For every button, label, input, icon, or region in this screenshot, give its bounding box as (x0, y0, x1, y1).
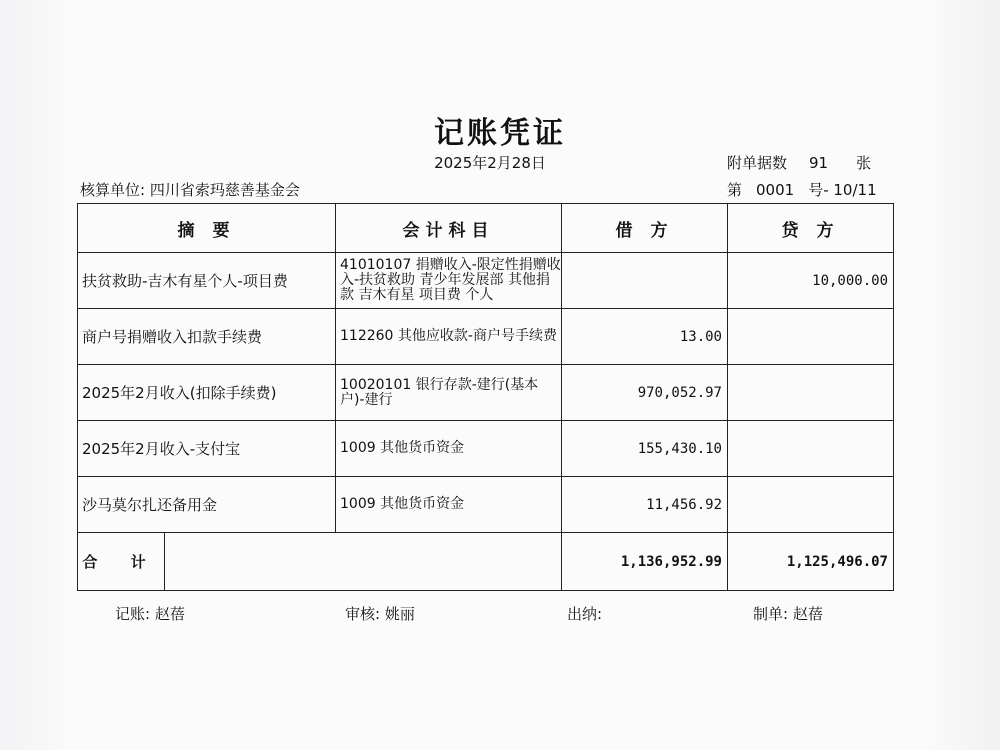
voucher-date: 2025年2月28日 (434, 154, 546, 172)
preparer-signature: 制单: 赵蓓 (753, 605, 823, 623)
row-account: 112260 其他应收款-商户号手续费 (336, 309, 562, 365)
voucher-table (77, 203, 894, 591)
row-credit (728, 421, 894, 477)
table-row (78, 365, 894, 421)
total-credit: 1,125,496.07 (728, 533, 894, 591)
attachment-count (727, 152, 871, 173)
row-credit: 10,000.00 (728, 253, 894, 309)
table-row (78, 477, 894, 533)
attachment-unit: 张 (856, 154, 872, 172)
accounting-unit-name: 四川省索玛慈善基金会 (149, 181, 300, 199)
attachment-number: 91 (809, 154, 829, 172)
table-header-row (78, 204, 894, 253)
total-label: 合 计 (78, 533, 165, 590)
row-credit (728, 309, 894, 365)
accounting-unit (80, 179, 300, 200)
header-account: 会计科目 (336, 204, 562, 253)
row-account: 10020101 银行存款-建行(基本户)-建行 (336, 365, 562, 421)
row-summary: 沙马莫尔扎还备用金 (78, 477, 336, 533)
row-account: 1009 其他货币资金 (336, 421, 562, 477)
total-row (78, 533, 894, 591)
cashier-signature: 出纳: (567, 605, 603, 623)
row-summary: 商户号捐赠收入扣款手续费 (78, 309, 336, 365)
voucher-number (727, 179, 877, 200)
table-row (78, 253, 894, 309)
table-row (78, 309, 894, 365)
accounting-unit-label: 核算单位: (80, 181, 146, 199)
voucher-title: 记账凭证 (434, 116, 566, 151)
row-credit (728, 365, 894, 421)
row-summary: 2025年2月收入-支付宝 (78, 421, 336, 477)
voucher-number-value: 0001 (756, 181, 795, 199)
voucher-number-suffix: 号- 10/11 (808, 181, 877, 199)
voucher-number-prefix: 第 (727, 181, 743, 199)
table-row (78, 421, 894, 477)
attachment-label: 附单据数 (727, 154, 788, 172)
row-summary: 2025年2月收入(扣除手续费) (78, 365, 336, 421)
row-debit: 970,052.97 (562, 365, 728, 421)
row-debit (562, 253, 728, 309)
bookkeeper-signature: 记账: 赵蓓 (115, 605, 185, 623)
header-debit: 借 方 (562, 204, 728, 253)
total-debit: 1,136,952.99 (562, 533, 728, 591)
row-debit: 13.00 (562, 309, 728, 365)
header-summary: 摘 要 (78, 204, 336, 253)
row-debit: 155,430.10 (562, 421, 728, 477)
row-summary: 扶贫救助-吉木有星个人-项目费 (78, 253, 336, 309)
row-account: 1009 其他货币资金 (336, 477, 562, 533)
total-blank (165, 533, 561, 590)
row-debit: 11,456.92 (562, 477, 728, 533)
row-credit (728, 477, 894, 533)
reviewer-signature: 审核: 姚丽 (345, 605, 415, 623)
row-account: 41010107 捐赠收入-限定性捐赠收入-扶贫救助 青少年发展部 其他捐款 吉木有星 项目费 个人 (336, 253, 562, 309)
header-credit: 贷 方 (728, 204, 894, 253)
